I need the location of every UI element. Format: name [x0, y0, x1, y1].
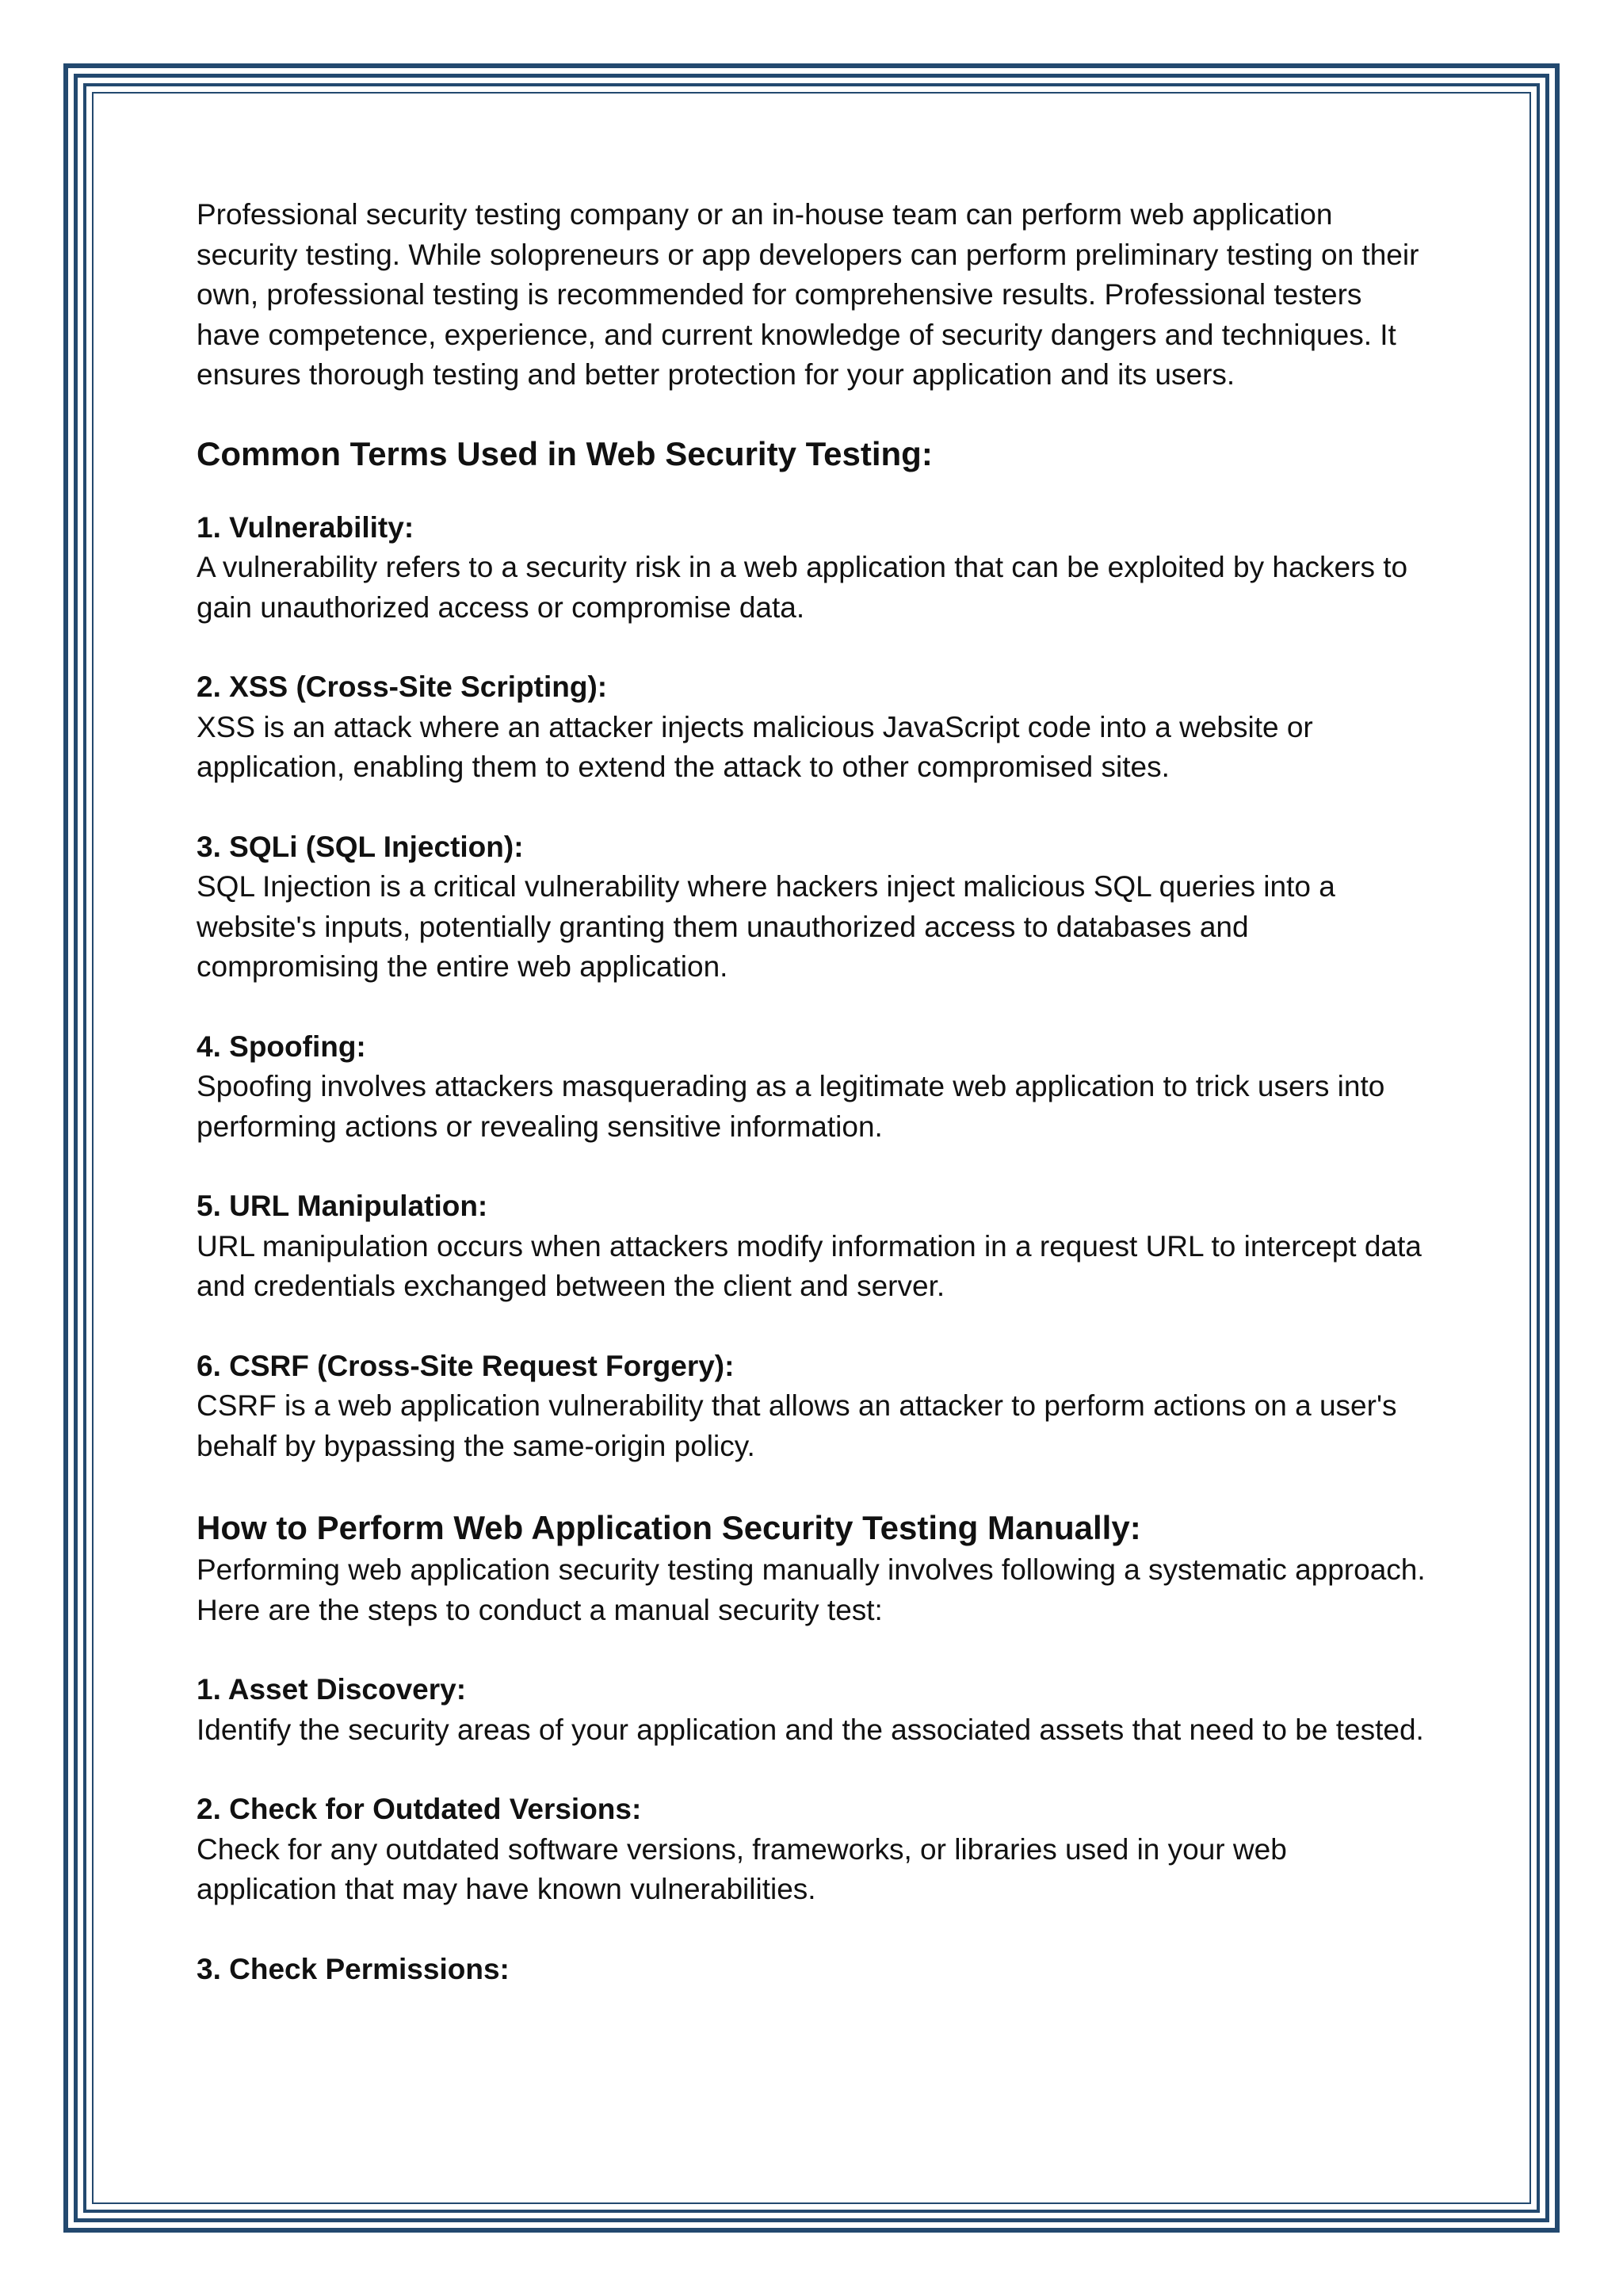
- term-text: CSRF is a web application vulnerability that allows an attacker to perform actions on a user's behalf by bypassing the same-origin policy.: [197, 1389, 1397, 1462]
- term-item: [197, 508, 1433, 628]
- step-title: 1. Asset Discovery:: [197, 1673, 467, 1706]
- term-item: [197, 1186, 1433, 1307]
- term-item: [197, 1347, 1433, 1467]
- intro-paragraph: Professional security testing company or an in-house team can perform web application security testing. While solopreneurs or app developers can perform preliminary testing on their own, professional testing is recommended for comprehensive results. Professional testers have competence, experience, and current knowledge of security dangers and techniques. It ensures thorough testing and better protection for your application and its users.: [197, 198, 1419, 391]
- term-title: 1. Vulnerability:: [197, 510, 414, 544]
- term-title: 3. SQLi (SQL Injection):: [197, 830, 524, 863]
- term-item: [197, 827, 1433, 988]
- step-item: [197, 1790, 1433, 1910]
- step-title: 3. Check Permissions:: [197, 1952, 510, 1985]
- step-item: [197, 1670, 1433, 1750]
- term-text: A vulnerability refers to a security risk in a web application that can be exploited by hackers to gain unauthorized access or compromise data.: [197, 551, 1408, 624]
- document-body: [197, 195, 1433, 2029]
- step-title: 2. Check for Outdated Versions:: [197, 1793, 642, 1825]
- term-text: Spoofing involves attackers masquerading as a legitimate web application to trick users into performing actions or revealing sensitive information.: [197, 1070, 1385, 1143]
- term-item: [197, 667, 1433, 788]
- term-item: [197, 1027, 1433, 1148]
- term-title: 6. CSRF (Cross-Site Request Forgery):: [197, 1349, 735, 1382]
- step-item: [197, 1950, 1433, 1990]
- term-text: URL manipulation occurs when attackers modify information in a request URL to intercept data and credentials exchanged between the client and server.: [197, 1229, 1422, 1302]
- term-title: 5. URL Manipulation:: [197, 1190, 488, 1222]
- manual-testing-intro: Performing web application security testing manually involves following a systematic approach. Here are the steps to conduct a manual security test:: [197, 1553, 1426, 1626]
- term-text: SQL Injection is a critical vulnerability where hackers inject malicious SQL queries into a website's inputs, potentially granting them unauthorized access to databases and compromising the entire web application.: [197, 870, 1335, 983]
- term-title: 4. Spoofing:: [197, 1030, 366, 1063]
- term-title: 2. XSS (Cross-Site Scripting):: [197, 670, 608, 703]
- manual-testing-heading: How to Perform Web Application Security Testing Manually:: [197, 1509, 1141, 1546]
- step-text: Identify the security areas of your application and the associated assets that need to be tested.: [197, 1713, 1424, 1746]
- common-terms-heading: Common Terms Used in Web Security Testing:: [197, 434, 933, 472]
- step-text: Check for any outdated software versions, frameworks, or libraries used in your web application that may have known vulnerabilities.: [197, 1832, 1287, 1905]
- term-text: XSS is an attack where an attacker injects malicious JavaScript code into a website or application, enabling them to extend the attack to other compromised sites.: [197, 710, 1313, 783]
